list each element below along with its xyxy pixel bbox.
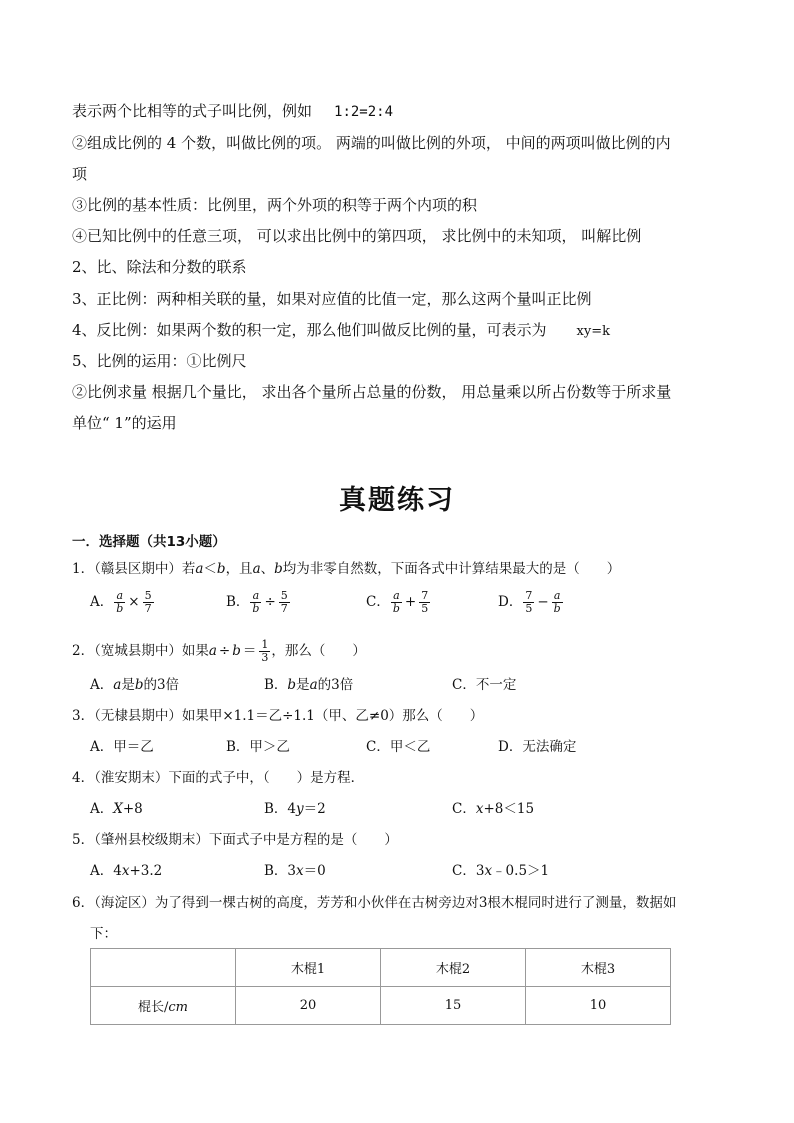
question-4-option-c: C．x+8＜15 xyxy=(452,801,535,817)
table-row-label: 棍长/cm xyxy=(91,987,236,1025)
table-header-cell: 木棍2 xyxy=(381,949,526,987)
question-1-option-a: A． $\frac{a}{b}$ × $\frac{5}{7}$ xyxy=(90,589,152,615)
note-line-6: 2、比、除法和分数的联系 xyxy=(72,258,247,276)
question-2-stem: 2．（宽城县期中）如果a ÷ b ＝ $\frac{1}{3}$ ，那么（ ） xyxy=(72,638,366,664)
table-row xyxy=(91,987,671,1025)
question-6-stem: 6．（海淀区）为了得到一棵古树的高度，芳芳和小伙伴在古树旁边对3根木棍同时进行了测量，数据如 xyxy=(72,895,677,911)
note-line-7: 3、正比例：两种相关联的量，如果对应值的比值一定，那么这两个量叫正比例 xyxy=(72,290,592,308)
question-3-option-b: B．甲＞乙 xyxy=(226,739,290,755)
table-header-cell xyxy=(91,949,236,987)
question-5-option-a: A．4x+3.2 xyxy=(90,863,163,879)
question-5-option-c: C．3x﹣0.5＞1 xyxy=(452,863,550,879)
question-1-stem: 1．（赣县区期中）若a＜b，且a、b均为非零自然数，下面各式中计算结果最大的是（ ） xyxy=(72,561,621,577)
table-cell: 15 xyxy=(381,987,526,1025)
page-title: 真题练习 xyxy=(339,485,455,516)
question-3-stem: 3．（无棣县期中）如果甲×1.1＝乙÷1.1（甲、乙≠0）那么（ ） xyxy=(72,708,484,724)
question-1-option-c: C． $\frac{a}{b}$ + $\frac{7}{5}$ xyxy=(366,589,429,615)
question-3-option-c: C．甲＜乙 xyxy=(366,739,431,755)
proportion-example: 1:2=2:4 xyxy=(334,104,394,120)
note-line-9: 5、比例的运用：①比例尺 xyxy=(72,352,247,370)
question-3-option-d: D．无法确定 xyxy=(498,739,577,755)
question-6-stem-continued: 下： xyxy=(90,926,117,942)
note-line-4: ③比例的基本性质：比例里，两个外项的积等于两个内项的积 xyxy=(72,196,478,214)
note-line-11: 单位“ 1”的运用 xyxy=(72,414,177,432)
section-heading: 一．选择题（共13小题） xyxy=(72,534,226,550)
question-2-option-a: A．a是b的3倍 xyxy=(90,677,180,693)
question-4-option-b: B．4y＝2 xyxy=(264,801,326,817)
table-header-cell: 木棍1 xyxy=(236,949,381,987)
question-4-option-a: A．X+8 xyxy=(90,801,143,817)
table-cell: 20 xyxy=(236,987,381,1025)
question-5-stem: 5．（肇州县校级期末）下面式子中是方程的是（ ） xyxy=(72,832,398,848)
question-1-option-d: D． $\frac{7}{5}$ − $\frac{a}{b}$ xyxy=(498,589,561,615)
note-line-10: ②比例求量 根据几个量比， 求出各个量所占总量的份数， 用总量乘以所占份数等于所求量 xyxy=(72,383,672,401)
note-line-5: ④已知比例中的任意三项， 可以求出比例中的第四项， 求比例中的未知项， 叫解比例 xyxy=(72,227,642,245)
table-cell: 10 xyxy=(526,987,671,1025)
table-header-cell: 木棍3 xyxy=(526,949,671,987)
question-4-stem: 4．（淮安期末）下面的式子中，（ ）是方程． xyxy=(72,770,365,786)
question-1-option-b: B． $\frac{a}{b}$ ÷ $\frac{5}{7}$ xyxy=(226,589,288,615)
question-3-option-a: A．甲＝乙 xyxy=(90,739,154,755)
question-5-option-b: B．3x＝0 xyxy=(264,863,326,879)
question-2-option-b: B．b是a的3倍 xyxy=(264,677,354,693)
note-line-1: 表示两个比相等的式子叫比例，例如 1:2=2:4 xyxy=(72,102,394,120)
inverse-formula: xy=k xyxy=(576,324,610,339)
stick-length-table xyxy=(90,948,671,1025)
note-line-8: 4、反比例：如果两个数的积一定，那么他们叫做反比例的量，可表示为 xy=k xyxy=(72,321,610,339)
note-line-2: ②组成比例的 4 个数，叫做比例的项。 两端的叫做比例的外项， 中间的两项叫做比例的内 xyxy=(72,134,671,152)
note-line-3: 项 xyxy=(72,165,88,183)
question-2-option-c: C．不一定 xyxy=(452,677,517,693)
table-header-row xyxy=(91,949,671,987)
